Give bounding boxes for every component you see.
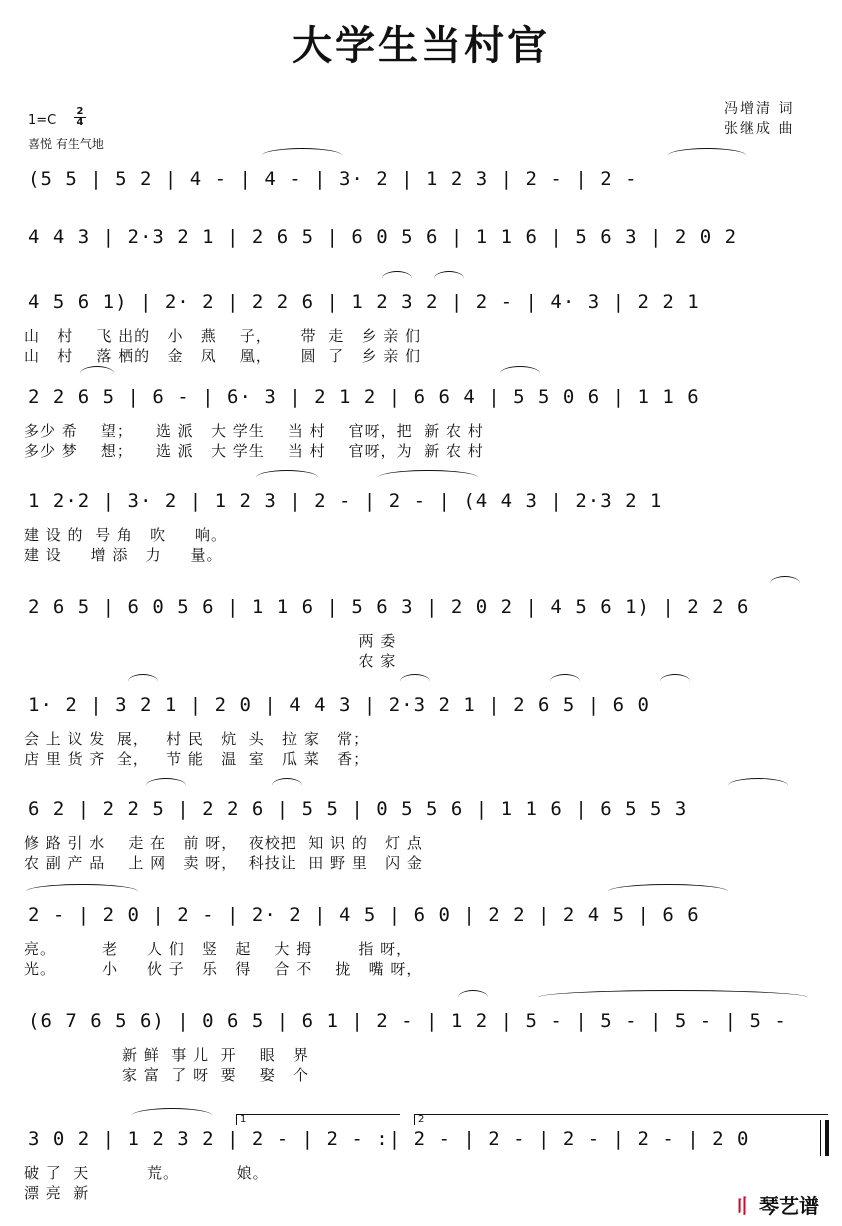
key-signature: 1=C (28, 113, 57, 128)
slur (132, 1108, 212, 1123)
notation-line: 4 4 3 | 2·3 2 1 | 2 6 5 | 6 0 5 6 | 1 1 6 | 5 6 3 | 2 0 2 (28, 226, 738, 248)
slur (608, 884, 728, 899)
tie (538, 990, 808, 1005)
lyric-verse-2: 光。 小 伙 子 乐 得 合 不 拢 嘴 呀， (24, 960, 423, 978)
slur (770, 576, 800, 591)
notation-line: (5 5 | 5 2 | 4 - | 4 - | 3· 2 | 1 2 3 | 2 - | 2 - (28, 168, 638, 190)
lyric-verse-1: 新 鲜 事 儿 开 眼 界 (24, 1046, 310, 1064)
final-barline (820, 1120, 829, 1156)
notation-line: 1 2·2 | 3· 2 | 1 2 3 | 2 - | 2 - | (4 4 3 | 2·3 2 1 (28, 490, 663, 512)
slur (458, 990, 488, 1005)
notation-line: 2 6 5 | 6 0 5 6 | 1 1 6 | 5 6 3 | 2 0 2 | 4 5 6 1) | 2 2 6 (28, 596, 750, 618)
lyric-verse-2: 家 富 了 呀 要 娶 个 (24, 1066, 310, 1084)
time-signature (74, 107, 86, 128)
notation-line: 3 0 2 | 1 2 3 2 | 2 - | 2 - :| 2 - | 2 - | 2 - | 2 - | 2 0 (28, 1128, 750, 1150)
notation-line: 1· 2 | 3 2 1 | 2 0 | 4 4 3 | 2·3 2 1 | 2 6 5 | 6 0 (28, 694, 650, 716)
lyric-verse-1: 破 了 天 荒。 娘。 (24, 1164, 269, 1182)
site-watermark (732, 1190, 819, 1219)
lyric-verse-2: 山 村 落 栖的 金 凤 凰， 圆 了 乡 亲 们 (24, 347, 422, 365)
composer-credit: 张继成 曲 (724, 121, 795, 137)
tie (378, 470, 478, 485)
slur (146, 778, 186, 793)
slur (550, 674, 580, 689)
lyricist-credit: 冯增清 词 (724, 101, 795, 117)
notation-line: 2 2 6 5 | 6 - | 6· 3 | 2 1 2 | 6 6 4 | 5 5 0 6 | 1 1 6 (28, 386, 700, 408)
notation-line: 2 - | 2 0 | 2 - | 2· 2 | 4 5 | 6 0 | 2 2 | 2 4 5 | 6 6 (28, 904, 700, 926)
lyric-verse-1: 亮。 老 人 们 竖 起 大 拇 指 呀， (24, 940, 413, 958)
second-ending-bracket: 2 (414, 1114, 828, 1125)
lyric-verse-2: 店 里 货 齐 全， 节 能 温 室 瓜 菜 香； (24, 750, 370, 768)
lyric-verse-1: 两 委 (24, 632, 397, 650)
watermark-text: 琴艺谱 (758, 1194, 819, 1218)
tempo-marking: 喜悦 有生气地 (28, 137, 104, 151)
tie (668, 148, 746, 163)
lyric-verse-2: 多少 梦 想； 选 派 大 学生 当 村 官呀，为 新 农 村 (24, 442, 484, 460)
notation-line: (6 7 6 5 6) | 0 6 5 | 6 1 | 2 - | 1 2 | 5 - | 5 - | 5 - | 5 - (28, 1010, 787, 1032)
notation-line: 4 5 6 1) | 2· 2 | 2 2 6 | 1 2 3 2 | 2 - | 4· 3 | 2 2 1 (28, 291, 700, 313)
notation-line: 6 2 | 2 2 5 | 2 2 6 | 5 5 | 0 5 5 6 | 1 1 6 | 6 5 5 3 (28, 798, 688, 820)
slur (660, 674, 690, 689)
slur (256, 470, 318, 485)
watermark-logo-icon: 〢 (732, 1194, 752, 1218)
lyric-verse-1: 修 路 引 水 走 在 前 呀， 夜校把 知 识 的 灯 点 (24, 834, 423, 852)
time-signature-top: 2 (76, 106, 84, 117)
slur (728, 778, 788, 793)
slur (500, 366, 540, 381)
tie (26, 884, 138, 899)
lyric-verse-2: 漂 亮 新 (24, 1184, 90, 1202)
lyric-verse-2: 农 家 (24, 652, 397, 670)
slur (80, 366, 114, 381)
lyric-verse-1: 多少 希 望； 选 派 大 学生 当 村 官呀，把 新 农 村 (24, 422, 484, 440)
time-signature-bottom: 4 (74, 117, 86, 128)
slur (382, 271, 412, 286)
lyric-verse-2: 农 副 产 品 上 网 卖 呀， 科技让 田 野 里 闪 金 (24, 854, 423, 872)
first-ending-bracket: 1 (236, 1114, 400, 1125)
slur (434, 271, 464, 286)
slur (272, 778, 302, 793)
slur (262, 148, 342, 163)
slur (128, 674, 158, 689)
lyric-verse-2: 建 设 增 添 力 量。 (24, 546, 223, 564)
lyric-verse-1: 山 村 飞 出的 小 燕 子， 带 走 乡 亲 们 (24, 327, 422, 345)
slur (400, 674, 430, 689)
song-title: 大学生当村官 (292, 23, 550, 69)
lyric-verse-1: 会 上 议 发 展， 村 民 炕 头 拉 家 常； (24, 730, 370, 748)
lyric-verse-1: 建 设 的 号 角 吹 响。 (24, 526, 227, 544)
